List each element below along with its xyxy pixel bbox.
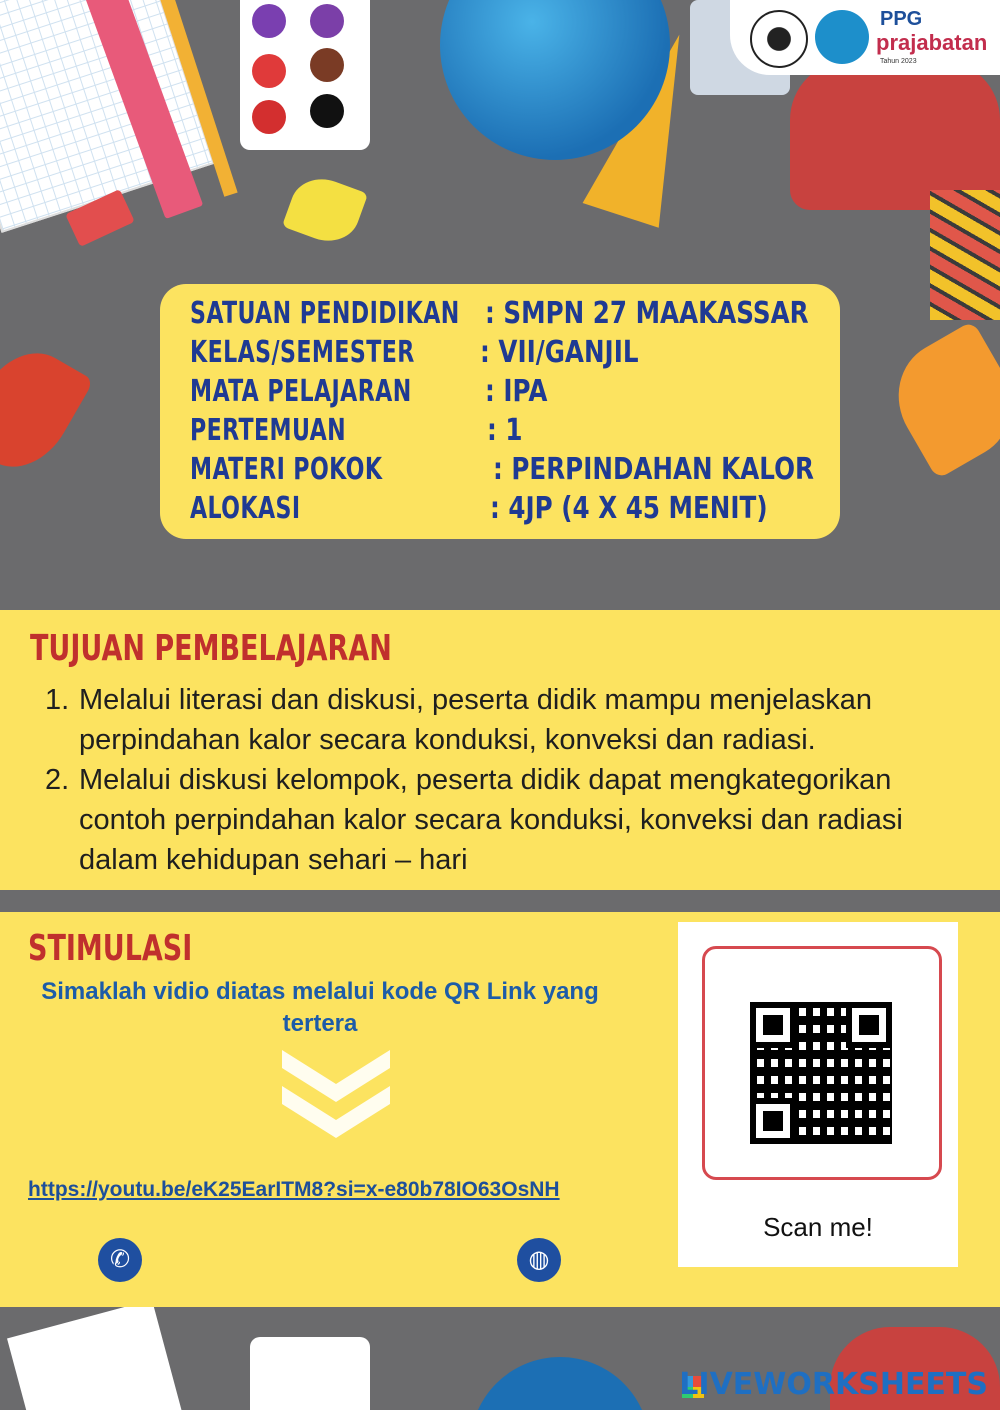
double-chevron-down-icon [282,1050,390,1146]
watermark: LIVEWORKSHEETS [679,1367,988,1402]
info-label-pertemuan: PERTEMUAN [190,413,347,448]
stimulation-description: Simaklah vidio diatas melalui kode QR Link yang tertera [41,978,599,1037]
info-label-materi: MATERI POKOK [190,452,383,487]
stimulation-section [0,912,1000,1307]
qr-code-panel [678,922,958,1267]
learning-objectives-section [0,610,1000,890]
qr-code[interactable] [750,1002,892,1144]
ppg-logo-text: PPG [880,8,923,30]
phone-icon[interactable]: ✆ [98,1238,142,1282]
tahun-logo-text: Tahun 2023 [880,58,917,65]
globe-illustration [470,1357,650,1410]
paint-palette-illustration [240,0,370,150]
info-value-materi: : PERPINDAHAN KALOR [493,452,814,487]
info-value-pertemuan: : 1 [487,413,523,448]
stimulation-heading: STIMULASI [28,928,193,969]
info-label-alokasi: ALOKASI [190,491,301,526]
yellow-leaf-illustration [282,170,368,250]
logo-header [730,0,1000,75]
red-leaf-illustration [0,336,94,485]
list-item-text: Melalui literasi dan diskusi, peserta didik mampu menjelaskan perpindahan kalor secara konduksi, konveksi dan radiasi. [79,684,873,756]
info-value-kelas: : VII/GANJIL [480,335,639,370]
objectives-heading: TUJUAN PEMBELAJARAN [30,628,392,669]
backpack-illustration [790,60,1000,210]
globe-icon[interactable]: ◍ [517,1238,561,1282]
orange-leaf-illustration [877,321,1000,480]
list-item-number: 2. [45,764,70,796]
bottom-decoration [0,1307,1000,1410]
unm-seal-logo [750,10,808,68]
info-value-alokasi: : 4JP (4 X 45 MENIT) [490,491,768,526]
list-item-number: 1. [45,684,70,716]
colored-pencils-illustration [930,190,1000,320]
info-value-satuan: : SMPN 27 MAAKASSAR [485,296,809,331]
kemendikbud-logo [815,10,869,64]
notebook-illustration [7,1307,183,1410]
list-item [45,760,985,880]
info-value-mapel: : IPA [485,374,548,409]
qr-caption: Scan me! [763,1212,873,1242]
prajabatan-logo-text: prajabatan [876,30,988,55]
list-item-text: Melalui diskusi kelompok, peserta didik dapat mengkategorikan contoh perpindahan kalor secara konduksi, konveksi dan radiasi dalam kehidupan sehari – hari [79,764,903,876]
paint-palette-illustration [250,1337,370,1410]
list-item [45,680,985,760]
objectives-list [45,680,985,880]
lesson-info-card [160,284,840,539]
info-label-mapel: MATA PELAJARAN [190,374,412,409]
video-link[interactable]: https://youtu.be/eK25EarITM8?si=x-e80b78IO63OsNH [28,1178,560,1201]
info-label-kelas: KELAS/SEMESTER [190,335,415,370]
info-label-satuan: SATUAN PENDIDIKAN [190,296,460,331]
